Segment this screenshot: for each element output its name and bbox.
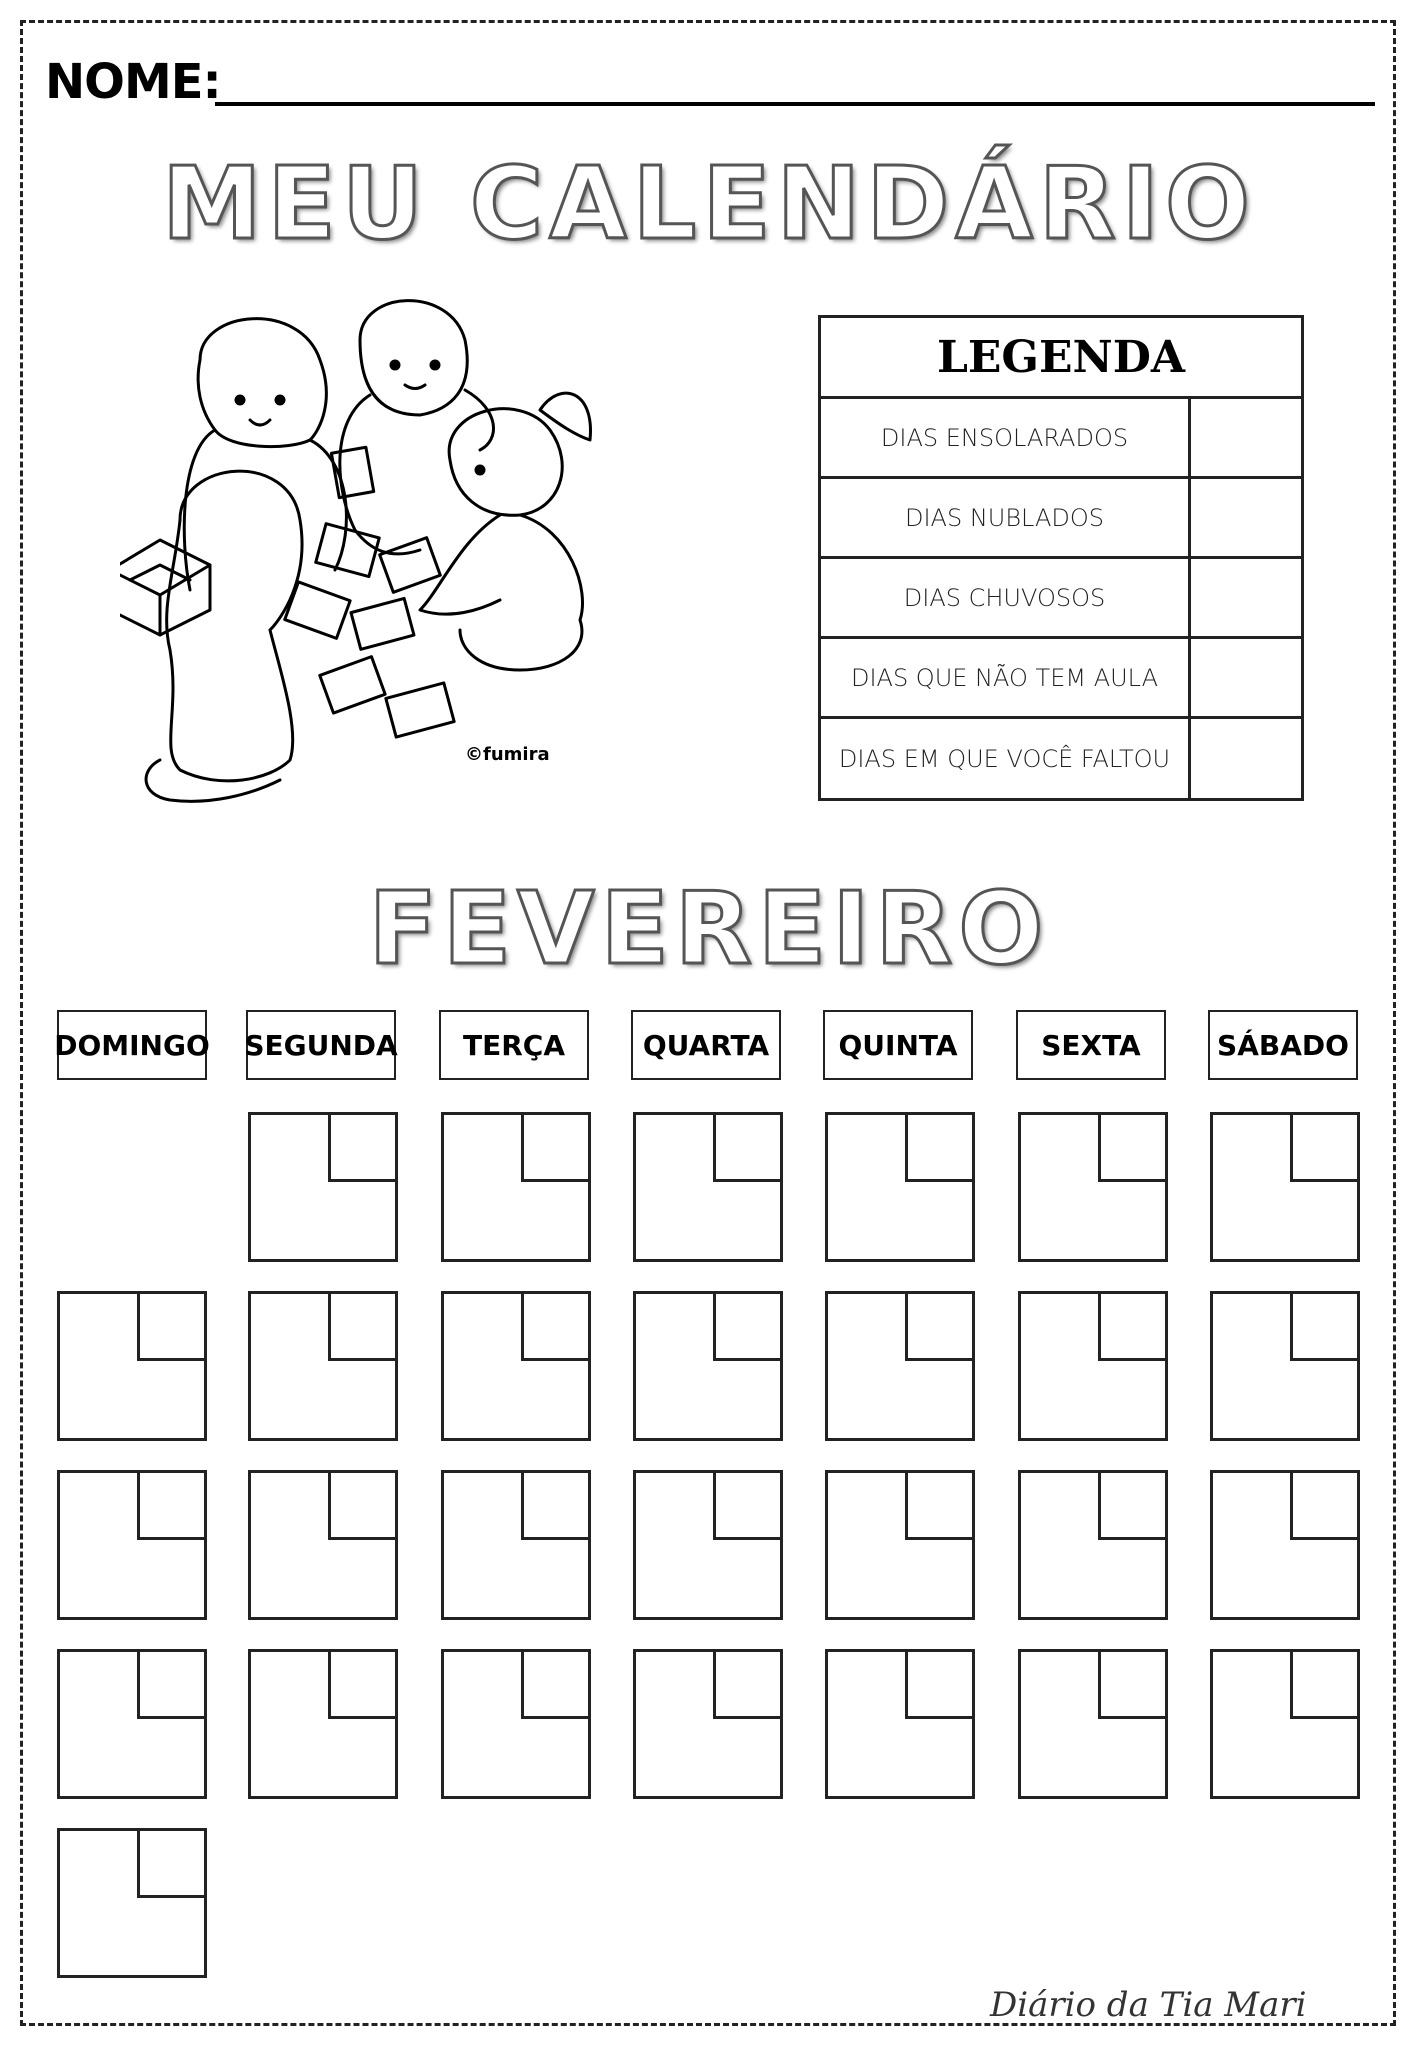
- day-number-box[interactable]: [905, 1112, 975, 1182]
- day-cell[interactable]: [1018, 1470, 1168, 1620]
- day-cell[interactable]: [441, 1649, 591, 1799]
- day-cell[interactable]: [825, 1112, 975, 1262]
- day-number-box[interactable]: [1098, 1112, 1168, 1182]
- day-cell[interactable]: [57, 1649, 207, 1799]
- day-number-box[interactable]: [328, 1470, 398, 1540]
- day-number-box[interactable]: [1098, 1649, 1168, 1719]
- weekday-header: DOMINGO: [57, 1010, 207, 1080]
- day-cell[interactable]: [633, 1649, 783, 1799]
- day-number-box[interactable]: [713, 1112, 783, 1182]
- day-cell[interactable]: [1210, 1112, 1360, 1262]
- day-cell[interactable]: [57, 1828, 207, 1978]
- day-number-box[interactable]: [713, 1291, 783, 1361]
- day-number-box[interactable]: [137, 1291, 207, 1361]
- day-number-box[interactable]: [328, 1112, 398, 1182]
- day-cell[interactable]: [1210, 1649, 1360, 1799]
- day-cell[interactable]: [1018, 1291, 1168, 1441]
- day-number-box[interactable]: [905, 1649, 975, 1719]
- legend-heading: LEGENDA: [821, 318, 1301, 399]
- legend-color-box[interactable]: [1188, 639, 1301, 716]
- day-number-box[interactable]: [137, 1828, 207, 1898]
- day-cell[interactable]: [825, 1649, 975, 1799]
- page-title: MEU CALENDÁRIO: [162, 145, 1256, 262]
- day-cell[interactable]: [441, 1291, 591, 1441]
- day-cell[interactable]: [248, 1470, 398, 1620]
- day-number-box[interactable]: [1290, 1112, 1360, 1182]
- legend-row: [821, 639, 1301, 719]
- day-number-box[interactable]: [521, 1112, 591, 1182]
- day-number-box[interactable]: [328, 1291, 398, 1361]
- day-number-box[interactable]: [713, 1649, 783, 1719]
- legend-row: [821, 479, 1301, 559]
- legend-color-box[interactable]: [1188, 399, 1301, 476]
- day-cell[interactable]: [825, 1470, 975, 1620]
- day-number-box[interactable]: [521, 1470, 591, 1540]
- day-cell[interactable]: [57, 1291, 207, 1441]
- day-cell[interactable]: [825, 1291, 975, 1441]
- day-number-box[interactable]: [1290, 1291, 1360, 1361]
- illustration-credit: ©fumira: [465, 744, 550, 765]
- day-cell[interactable]: [1210, 1470, 1360, 1620]
- legend-label: DIAS CHUVOSOS: [903, 583, 1106, 612]
- day-cell[interactable]: [441, 1112, 591, 1262]
- weekday-header: SEXTA: [1016, 1010, 1166, 1080]
- footer-signature: Diário da Tia Mari: [990, 1985, 1307, 2025]
- name-input-line[interactable]: [215, 102, 1375, 106]
- day-cell[interactable]: [633, 1112, 783, 1262]
- day-cell[interactable]: [1018, 1112, 1168, 1262]
- weekday-header: SÁBADO: [1208, 1010, 1358, 1080]
- day-number-box[interactable]: [137, 1649, 207, 1719]
- legend-row: [821, 399, 1301, 479]
- legend-label: DIAS NUBLADOS: [904, 503, 1105, 532]
- day-number-box[interactable]: [521, 1649, 591, 1719]
- legend-label: DIAS EM QUE VOCÊ FALTOU: [838, 744, 1171, 773]
- weekday-header: TERÇA: [439, 1010, 589, 1080]
- day-number-box[interactable]: [713, 1470, 783, 1540]
- day-number-box[interactable]: [1290, 1470, 1360, 1540]
- weekday-header: QUARTA: [631, 1010, 781, 1080]
- name-label: NOME:: [45, 54, 221, 110]
- month-title: FEVEREIRO: [368, 870, 1050, 987]
- legend-color-box[interactable]: [1188, 479, 1301, 556]
- day-cell[interactable]: [633, 1291, 783, 1441]
- weekday-header: QUINTA: [823, 1010, 973, 1080]
- legend-row: [821, 719, 1301, 798]
- day-cell[interactable]: [441, 1470, 591, 1620]
- day-number-box[interactable]: [1098, 1291, 1168, 1361]
- day-cell[interactable]: [57, 1470, 207, 1620]
- day-cell[interactable]: [1210, 1291, 1360, 1441]
- children-playing-illustration: [120, 290, 740, 850]
- day-cell[interactable]: [248, 1649, 398, 1799]
- legend-row: [821, 559, 1301, 639]
- legend-table: [818, 315, 1304, 801]
- day-number-box[interactable]: [905, 1470, 975, 1540]
- day-number-box[interactable]: [1098, 1470, 1168, 1540]
- legend-color-box[interactable]: [1188, 719, 1301, 798]
- day-cell[interactable]: [633, 1470, 783, 1620]
- day-cell[interactable]: [1018, 1649, 1168, 1799]
- day-number-box[interactable]: [905, 1291, 975, 1361]
- legend-label: DIAS ENSOLARADOS: [880, 423, 1129, 452]
- legend-color-box[interactable]: [1188, 559, 1301, 636]
- day-number-box[interactable]: [1290, 1649, 1360, 1719]
- weekday-header: SEGUNDA: [246, 1010, 396, 1080]
- name-field: [45, 50, 221, 110]
- legend-label: DIAS QUE NÃO TEM AULA: [850, 663, 1159, 692]
- day-number-box[interactable]: [521, 1291, 591, 1361]
- day-number-box[interactable]: [328, 1649, 398, 1719]
- day-cell[interactable]: [248, 1291, 398, 1441]
- day-number-box[interactable]: [137, 1470, 207, 1540]
- day-cell[interactable]: [248, 1112, 398, 1262]
